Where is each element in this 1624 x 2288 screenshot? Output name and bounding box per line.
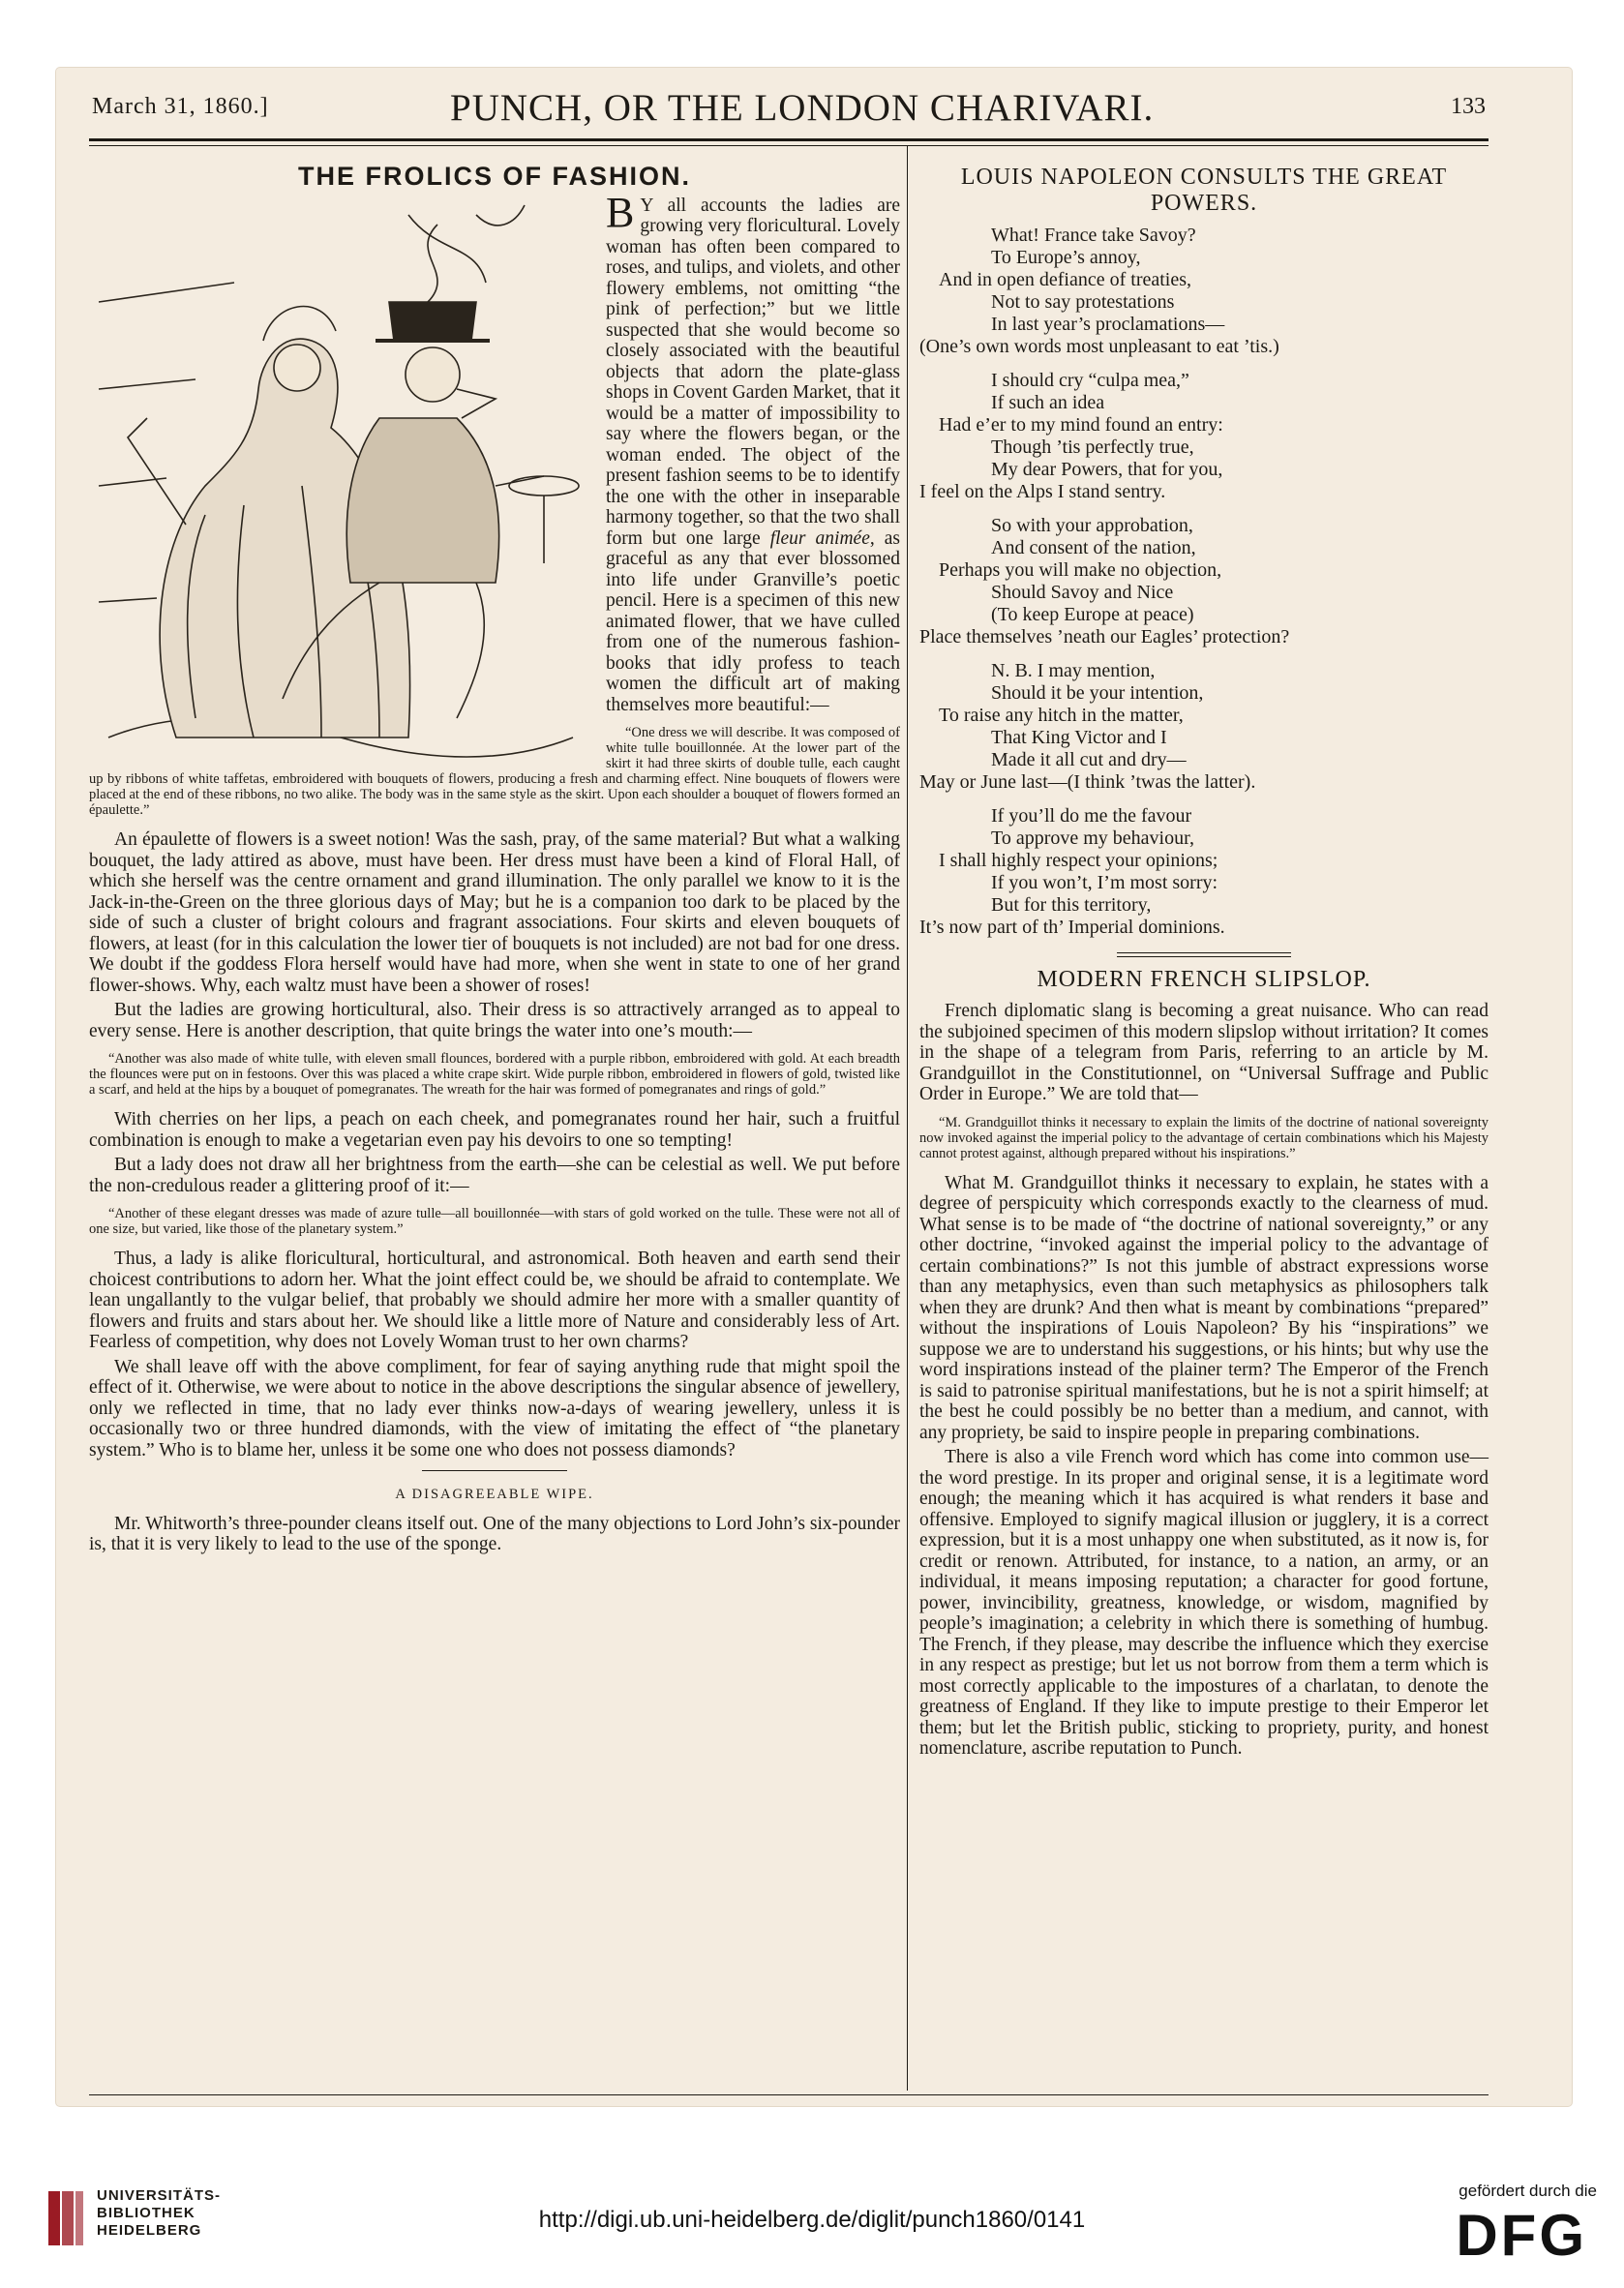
issue-date: March 31, 1860.]	[92, 94, 269, 119]
poem-line: May or June last—(I think ’twas the latter).	[919, 771, 1256, 793]
section-rule	[422, 1470, 567, 1471]
poem-line: Made it all cut and dry—	[991, 749, 1187, 770]
poem-line: So with your approbation,	[991, 515, 1193, 536]
digitization-footer	[0, 2162, 1624, 2288]
frolics-paragraph-5: But a lady does not draw all her brightness from the earth—she can be celestial as well. We put before the non-credulous reader a glittering proof of it:—	[89, 1155, 900, 1196]
fashion-quote-3: “Another of these elegant dresses was made of azure tulle—all bouillonnée—with stars of gold worked on the tulle. These were not all of one size, but varied, like those of the planetary system.”	[89, 1206, 900, 1237]
poem-line: That King Victor and I	[991, 727, 1167, 748]
poem-line: And consent of the nation,	[991, 537, 1196, 558]
dfg-logo: DFG	[1456, 2203, 1587, 2268]
slipslop-paragraph-2: What M. Grandguillot thinks it necessary to explain, he states with a degree of perspicuity which corresponds exactly to the clearness of mud. What sense is to be made of “the doctrine of national sovereignty,” or any other doctrine, “invoked against the imperial policy to the advantage of certain combinations?” Is not this jumble of abstract expressions worse than any metaphysics, even than such metaphysics as philosophers talk when they are drunk? And then what is meant by combinations “prepared” without the inspirations of Louis Napoleon? By his “inspirations” we suppose we are to understand his suggestions, or his hints; but why use the word inspirations instead of the plainer term? The Emperor of the French is said to patronise spiritual manifestations, but he is not a spirit himself; at the best he could possibly be no better than a medium, and cannot, with any propriety, be said to inspire people in preparing combinations.	[919, 1172, 1489, 1443]
poem-line: Though ’tis perfectly true,	[991, 437, 1194, 458]
fashion-quote-2: “Another was also made of white tulle, with eleven small flounces, bordered with a purple ribbon, embroidered with gold. At each breadth the flounces were put on in festoons. Over this was placed a white crape skirt. Wide purple ribbon, embroidered in flowers of gold, twisted like a scarf, and held at the hips by a bouquet of pomegranates. The wreath for the hair was formed of pomegranates and rings of gold.”	[89, 1051, 900, 1098]
poem-line: I shall highly respect your opinions;	[939, 850, 1218, 871]
poem-line: To approve my behaviour,	[991, 828, 1194, 849]
frolics-heading: THE FROLICS OF FASHION.	[297, 162, 691, 191]
frolics-paragraph-3: But the ladies are growing horticultural, also. Their dress is so attractively arranged as to appeal to every sense. Here is another description, that quite brings the water into one’s mouth:—	[89, 1000, 900, 1041]
wipe-text: Mr. Whitworth’s three-pounder cleans itself out. One of the many objections to Lord John’s six-pounder is, that it is very likely to lead to the use of the sponge.	[89, 1513, 900, 1554]
slipslop-paragraph-3: There is also a vile French word which has come into common use—the word prestige. In its proper and original sense, it is a legitimate word enough; the meaning which it has acquired is what renders it base and offensive. Employed to signify magical illusion or jugglery, it is a correct expression, but it is a most unhappy one when substituted, as it now is, for credit or renown. Attributed, for instance, to a nation, an army, or an individual, it means imposing reputation; a character for good fortune, power, invincibility, greatness, knowledge, or wisdom, magnified by people’s imagination; a celebrity in which there is something of humbug. The French, if they please, may describe the influence which they exercise in any respect as prestige; but let us not borrow from them a term which is most correctly applicable to the impostures of a charlatan, to denote the greatness of England. If they like to impute prestige to their Emperor let them; but let the British public, sticking to propriety, purity, and honest nomenclature, ascribe reputation to Punch.	[919, 1447, 1489, 1759]
poem-line: (To keep Europe at peace)	[991, 604, 1194, 625]
poem-line: Had e’er to my mind found an entry:	[939, 414, 1223, 436]
fashion-illustration	[89, 196, 592, 760]
poem-line: If you’ll do me the favour	[991, 805, 1192, 827]
poem-line: But for this territory,	[991, 894, 1152, 916]
poem-line: Should Savoy and Nice	[991, 582, 1174, 603]
poem-line: I should cry “culpa mea,”	[991, 370, 1189, 391]
wipe-heading: A DISAGREEABLE WIPE.	[395, 1487, 594, 1502]
poem-line: N. B. I may mention,	[991, 660, 1156, 681]
poem-stanza	[919, 805, 1489, 939]
slipslop-paragraph-1: French diplomatic slang is becoming a great nuisance. Who can read the subjoined specimen of this modern slipslop without irritation? It comes in the shape of a telegram from Paris, referring to an article by M. Grandguillot in the Constitutionnel, on “Universal Suffrage and Public Order in Europe.” We are told that—	[919, 1001, 1489, 1104]
frolics-intro: B Y all accounts the ladies are growing very floricultural. Lovely woman has often been compared to roses, and tulips, and violets, and other flowery emblems, not omitting “the pink of perfection;” but we little suspected that she would become so closely associated with the beautiful objects that adorn the plate-glass shops in Covent Garden Market, that it would be a matter of impossibility to say where the flowers began, or the woman ended. The object of the present fashion seems to be to identify the one with the other in inseparable harmony together, so that the two shall form but one large fleur animée, as graceful as any that ever blossomed into life under Granville’s poetic pencil. Here is a specimen of this new animated flower, that we have culled from one of the numerous fashion-books that idly profess to teach women the difficult art of making themselves more beautiful:—	[606, 188, 900, 715]
louis-poem	[919, 225, 1489, 939]
left-column	[89, 162, 900, 1559]
section-rule	[1117, 952, 1291, 957]
column-divider	[907, 145, 908, 2091]
poem-line: Should it be your intention,	[991, 682, 1204, 704]
source-url-link[interactable]: http://digi.ub.uni-heidelberg.de/diglit/punch1860/0141	[538, 2207, 1086, 2233]
grandguillot-quote: “M. Grandguillot thinks it necessary to explain the limits of the doctrine of national sovereignty now invoked against the imperial policy to the advantage of certain combinations which his Majesty cannot protest against, although prepared without his inspirations.”	[919, 1114, 1489, 1161]
poem-line: Place themselves ’neath our Eagles’ protection?	[919, 626, 1290, 647]
masthead-title: PUNCH, OR THE LONDON CHARIVARI.	[450, 87, 1155, 129]
poem-line: If you won’t, I’m most sorry:	[991, 872, 1218, 893]
frolics-paragraph-4: With cherries on her lips, a peach on each cheek, and pomegranates round her hair, such a fruitful combination is enough to make a vegetarian even pay his devoirs to one so tempting!	[89, 1109, 900, 1151]
page-header	[92, 87, 1486, 135]
poem-line: It’s now part of th’ Imperial dominions.	[919, 917, 1225, 938]
library-name: UNIVERSITÄTS- BIBLIOTHEK HEIDELBERG	[97, 2187, 222, 2239]
frolics-paragraph-6: Thus, a lady is alike floricultural, horticultural, and astronomical. Both heaven and earth send their choicest contributions to adorn her. What the joint effect could be, we should be afraid to contemplate. We lean ungallantly to the vulgar belief, that probably we should admire her more with a smaller quantity of flowers and fruits and stars about her. We should like a little more of Nature and considerably less of Art. Fearless of competition, why does not Lovely Woman trust to her own charms?	[89, 1249, 900, 1352]
louis-heading: LOUIS NAPOLEON CONSULTS THE GREAT POWERS.	[960, 165, 1448, 216]
poem-line: (One’s own words most unpleasant to eat ’tis.)	[919, 336, 1279, 357]
right-column	[919, 165, 1489, 1763]
funding-note: gefördert durch die	[1459, 2182, 1597, 2200]
page-number: 133	[1451, 94, 1486, 119]
drop-cap: B	[606, 188, 635, 236]
fashion-quote-1: “One dress we will describe. It was composed of white tulle bouillonnée. At the lower part of the skirt it had three skirts of double tulle, each caught up by ribbons of white taffetas, embroidered with bouquets of flowers, producing a fresh and charming effect. Nine bouquets of flowers were placed at the end of these ribbons, no two alike. The body was in the same style as the skirt. Upon each shoulder a bouquet of flowers formed an épaulette.”	[89, 725, 900, 818]
poem-stanza	[919, 660, 1489, 794]
poem-line: I feel on the Alps I stand sentry.	[919, 481, 1166, 502]
poem-line: If such an idea	[991, 392, 1105, 413]
poem-line: Not to say protestations	[991, 291, 1175, 313]
poem-line: To Europe’s annoy,	[991, 247, 1141, 268]
poem-line: My dear Powers, that for you,	[991, 459, 1223, 480]
couple-engraving	[89, 196, 592, 760]
frolics-paragraph-7: We shall leave off with the above compliment, for fear of saying anything rude that might spoil the effect of it. Otherwise, we were about to notice in the above descriptions the singular absence of jewellery, only we reflected in time, that no lady ever thinks now-a-days of wearing jewellery, unless it is occasionally two or three hundred diamonds, with the view of imitating the effect of “the planetary system.” Who is to blame her, unless it be some one who does not possess diamonds?	[89, 1356, 900, 1460]
poem-stanza	[919, 370, 1489, 503]
poem-line: Perhaps you will make no objection,	[939, 559, 1222, 581]
poem-line: To raise any hitch in the matter,	[939, 705, 1184, 726]
poem-line: In last year’s proclamations—	[991, 314, 1225, 335]
page-bottom-rule	[89, 2094, 1489, 2095]
header-rule	[89, 138, 1489, 146]
slipslop-heading: MODERN FRENCH SLIPSLOP.	[1037, 967, 1371, 992]
poem-line: And in open defiance of treaties,	[939, 269, 1192, 290]
poem-line: What! France take Savoy?	[991, 225, 1196, 246]
frolics-paragraph-2: An épaulette of flowers is a sweet notion! Was the sash, pray, of the same material? But what a walking bouquet, the lady attired as above, must have been. Her dress must have been a kind of Floral Hall, of which she herself was the centre ornament and grand illumination. The only parallel we know to it is the Jack-in-the-Green on the three glorious days of May; but he is a companion too dark to be placed by the side of such a cluster of bright colours and fragrant associations. Four skirts and eleven bouquets of flowers, at least (for in this calculation the lower tier of bouquets is not included) are not bad for one dress. We doubt if the goddess Flora herself would have had more, when she went in state to one of her grand flower-shows. Why, each waltz must have been a shower of roses!	[89, 829, 900, 996]
poem-stanza	[919, 225, 1489, 358]
poem-stanza	[919, 515, 1489, 648]
